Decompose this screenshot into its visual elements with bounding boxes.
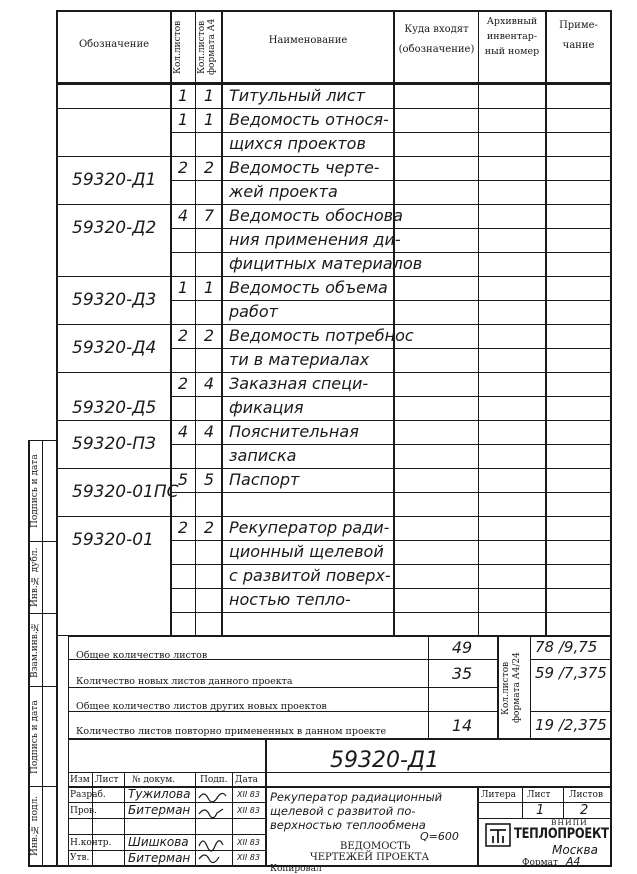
row-sheet-count: 5	[177, 470, 189, 489]
row-name-line: Паспорт	[229, 470, 300, 489]
row-sheet-count: 2	[177, 158, 189, 177]
row-name-line: щихся проектов	[229, 134, 366, 153]
row-line	[172, 492, 610, 493]
summary-line-2	[68, 687, 498, 688]
row-line	[172, 396, 610, 397]
col-sep-5	[478, 10, 479, 635]
tb-date-1: XII 83	[237, 790, 260, 799]
tb-object-q: Q=600	[420, 830, 459, 843]
row-sheet-count-a4: 2	[203, 326, 215, 345]
summary-a4-sep	[530, 635, 531, 738]
summary-new-label: Количество новых листов данного проекта	[76, 676, 293, 687]
tb-col-sign: Подп.	[200, 775, 228, 785]
row-group-line	[58, 84, 172, 85]
row-designation: 59320-Д4	[72, 338, 157, 358]
margin-vzam: Взам.инв.№	[30, 621, 40, 679]
tb-col-r1	[522, 786, 523, 818]
row-group-line	[58, 516, 172, 517]
margin-sign-date-1: Подпись и дата	[30, 454, 40, 528]
frame-left-line	[56, 10, 58, 867]
tb-date-2: XII 83	[237, 806, 260, 815]
row-designation: 59320-01	[72, 530, 154, 550]
row-designation: 59320-Д1	[72, 170, 157, 190]
summary-a4-header: Кол.листов формата А4/24	[501, 652, 522, 724]
header-note: Приме-чание	[559, 20, 598, 51]
row-name-line: с развитой поверх-	[229, 566, 391, 585]
tb-col-list: Лист	[95, 775, 119, 785]
row-name-line: фикация	[229, 398, 304, 417]
tb-org-name: ТЕПЛОПРОЕКТ	[514, 826, 609, 842]
summary-line-r3	[530, 711, 612, 712]
row-line	[172, 204, 610, 205]
margin-line-c	[28, 613, 58, 614]
tb-person-4: Битерман	[128, 851, 191, 865]
row-group-line	[58, 108, 172, 109]
row-group-line	[58, 276, 172, 277]
header-where-used: Куда входят (обозначение)	[398, 24, 475, 55]
tb-line-4	[68, 818, 265, 819]
summary-left-line	[68, 635, 69, 867]
row-line	[172, 516, 610, 517]
tb-date-4: XII 83	[237, 853, 260, 862]
summary-reused-label: Количество листов повторно примененных в данном проекте	[76, 726, 387, 737]
row-line	[172, 612, 610, 613]
row-name-line: Титульный лист	[229, 86, 365, 105]
row-line	[172, 132, 610, 133]
header-designation: Обозначение	[78, 39, 150, 50]
row-line	[172, 372, 610, 373]
row-line	[172, 156, 610, 157]
row-name-line: ния применения ди-	[229, 230, 401, 249]
col-sep-6	[545, 10, 547, 635]
summary-a4-new: 59 /7,375	[535, 664, 607, 682]
row-name-line: Пояснительная	[229, 422, 359, 441]
row-name-line: Ведомость обоснова	[229, 206, 403, 225]
row-line	[172, 348, 610, 349]
row-name-line: записка	[229, 446, 297, 465]
margin-line-b	[28, 541, 58, 542]
margin-line-a	[28, 440, 58, 441]
tb-col-5	[265, 740, 267, 865]
summary-a4-reused: 19 /2,375	[535, 716, 607, 734]
row-designation: 59320-Д5	[72, 398, 157, 418]
row-designation: 59320-ПЗ	[72, 434, 156, 454]
row-sheet-count-a4: 2	[203, 518, 215, 537]
summary-a4-total: 78 /9,75	[535, 638, 598, 656]
row-name-line: работ	[229, 302, 278, 321]
tb-listov-label: Листов	[569, 790, 604, 800]
tb-person-1: Тужилова	[128, 787, 191, 801]
tb-col-6	[477, 786, 479, 865]
tb-line-r1	[477, 802, 612, 803]
row-group-line	[58, 372, 172, 373]
margin-line-d	[28, 686, 58, 687]
row-sheet-count-a4: 2	[203, 158, 215, 177]
row-name-line: ционный щелевой	[229, 542, 384, 561]
summary-bottom-line	[68, 738, 612, 740]
row-group-line	[58, 156, 172, 157]
row-line	[172, 564, 610, 565]
tb-col-izm: Изм	[70, 775, 90, 785]
row-name-line: ти в материалах	[229, 350, 370, 369]
tb-object-line2: щелевой с развитой по-	[270, 804, 416, 818]
row-line	[172, 588, 610, 589]
tb-role-2: Пров.	[70, 806, 97, 816]
margin-mid-line	[42, 440, 43, 867]
margin-line-e	[28, 786, 58, 787]
row-line	[172, 228, 610, 229]
row-sheet-count-a4: 1	[203, 110, 215, 129]
tb-list-label: Лист	[527, 790, 551, 800]
row-sheet-count-a4: 5	[203, 470, 215, 489]
row-line	[172, 540, 610, 541]
tb-format-label: Формат	[522, 858, 558, 868]
row-line	[172, 300, 610, 301]
summary-other-label: Общее количество листов других новых проектов	[76, 701, 327, 712]
row-name-line: ностью тепло-	[229, 590, 351, 609]
tb-signatures-icon	[196, 788, 232, 864]
summary-total-value: 49	[451, 638, 473, 657]
tb-litera-label: Литера	[481, 790, 516, 800]
row-group-line	[58, 204, 172, 205]
row-group-line	[58, 420, 172, 421]
row-line	[172, 324, 610, 325]
row-line	[172, 444, 610, 445]
row-sheet-count-a4: 4	[203, 374, 215, 393]
col-sep-3	[221, 10, 223, 635]
summary-value-sep	[428, 635, 429, 738]
row-designation: 59320-Д2	[72, 218, 157, 238]
tb-sheet-title1: ВЕДОМОСТЬ	[340, 841, 411, 852]
row-name-line: жей проекта	[229, 182, 338, 201]
col-sep-4	[393, 10, 395, 635]
tb-org-city: Москва	[552, 843, 598, 857]
header-sheet-count-a4: Кол.листов формата А4	[197, 18, 217, 76]
row-sheet-count-a4: 1	[203, 86, 215, 105]
tb-list-value: 1	[536, 803, 545, 818]
summary-line-r1	[530, 659, 612, 660]
tb-object-line1: Рекуператор радиационный	[270, 790, 443, 804]
row-line	[172, 468, 610, 469]
tb-copied: Копировал	[270, 864, 322, 874]
frame-top-line	[56, 10, 612, 12]
row-sheet-count: 2	[177, 326, 189, 345]
summary-col-sep	[497, 635, 499, 738]
row-name-line: Рекуператор ради-	[229, 518, 390, 537]
tb-col-doc: № докум.	[132, 775, 176, 785]
row-sheet-count-a4: 4	[203, 422, 215, 441]
row-sheet-count: 4	[177, 206, 189, 225]
tb-col-r2	[563, 786, 564, 818]
tb-format-value: А4	[566, 855, 581, 868]
header-name: Наименование	[268, 35, 348, 46]
row-sheet-count: 2	[177, 518, 189, 537]
row-designation: 59320-Д3	[72, 290, 157, 310]
summary-new-value: 35	[451, 664, 473, 683]
row-sheet-count: 2	[177, 374, 189, 393]
tb-line-r2	[477, 818, 612, 819]
row-sheet-count-a4: 1	[203, 278, 215, 297]
row-sheet-count: 1	[177, 110, 189, 129]
tb-col-4	[232, 772, 233, 865]
row-sheet-count: 1	[177, 86, 189, 105]
tb-role-4: Утв.	[70, 853, 90, 863]
tb-role-3: Н.контр.	[70, 838, 112, 848]
tb-sheet-title2: ЧЕРТЕЖЕЙ ПРОЕКТА	[310, 852, 430, 863]
tb-col-2	[124, 772, 125, 865]
tb-org-top: ВНИПИ	[551, 818, 588, 827]
tb-person-2: Битерман	[128, 803, 191, 817]
margin-inv-podl: Инв.№ подл.	[30, 795, 40, 857]
row-sheet-count: 4	[177, 422, 189, 441]
tb-doc-code: 59320-Д1	[330, 748, 440, 773]
tb-object-line3: верхностью теплообмена	[270, 818, 426, 832]
row-name-line: Ведомость черте-	[229, 158, 380, 177]
row-name-line: Заказная специ-	[229, 374, 369, 393]
row-line	[172, 84, 610, 85]
row-line	[172, 276, 610, 277]
col-sep-2	[195, 10, 196, 635]
row-line	[172, 252, 610, 253]
tb-listov-value: 2	[580, 803, 589, 818]
row-sheet-count: 1	[177, 278, 189, 297]
teploproekt-logo-icon	[484, 822, 512, 848]
row-group-line	[58, 468, 172, 469]
margin-sign-date-2: Подпись и дата	[30, 700, 40, 774]
row-sheet-count-a4: 7	[203, 206, 215, 225]
margin-inv-dubl: Инв.№ дубл.	[30, 547, 40, 607]
tb-col-date: Дата	[235, 775, 259, 785]
tb-col-1	[92, 772, 93, 865]
row-line	[172, 420, 610, 421]
row-group-line	[58, 324, 172, 325]
row-name-line: Ведомость потребнос	[229, 326, 414, 345]
summary-reused-value: 14	[451, 716, 473, 735]
header-sheet-count: Кол.листов	[173, 20, 183, 74]
row-line	[172, 180, 610, 181]
row-line	[172, 108, 610, 109]
row-name-line: фицитных материалов	[229, 254, 423, 273]
row-name-line: Ведомость объема	[229, 278, 388, 297]
row-designation: 59320-01ПС	[72, 482, 179, 502]
header-archive-no: Архивный инвентар-ный номер	[484, 16, 540, 57]
tb-person-3: Шишкова	[128, 835, 189, 849]
tb-role-1: Разраб.	[70, 790, 106, 800]
summary-total-label: Общее количество листов	[76, 650, 208, 661]
tb-date-3: XII 83	[237, 838, 260, 847]
row-name-line: Ведомость относя-	[229, 110, 389, 129]
